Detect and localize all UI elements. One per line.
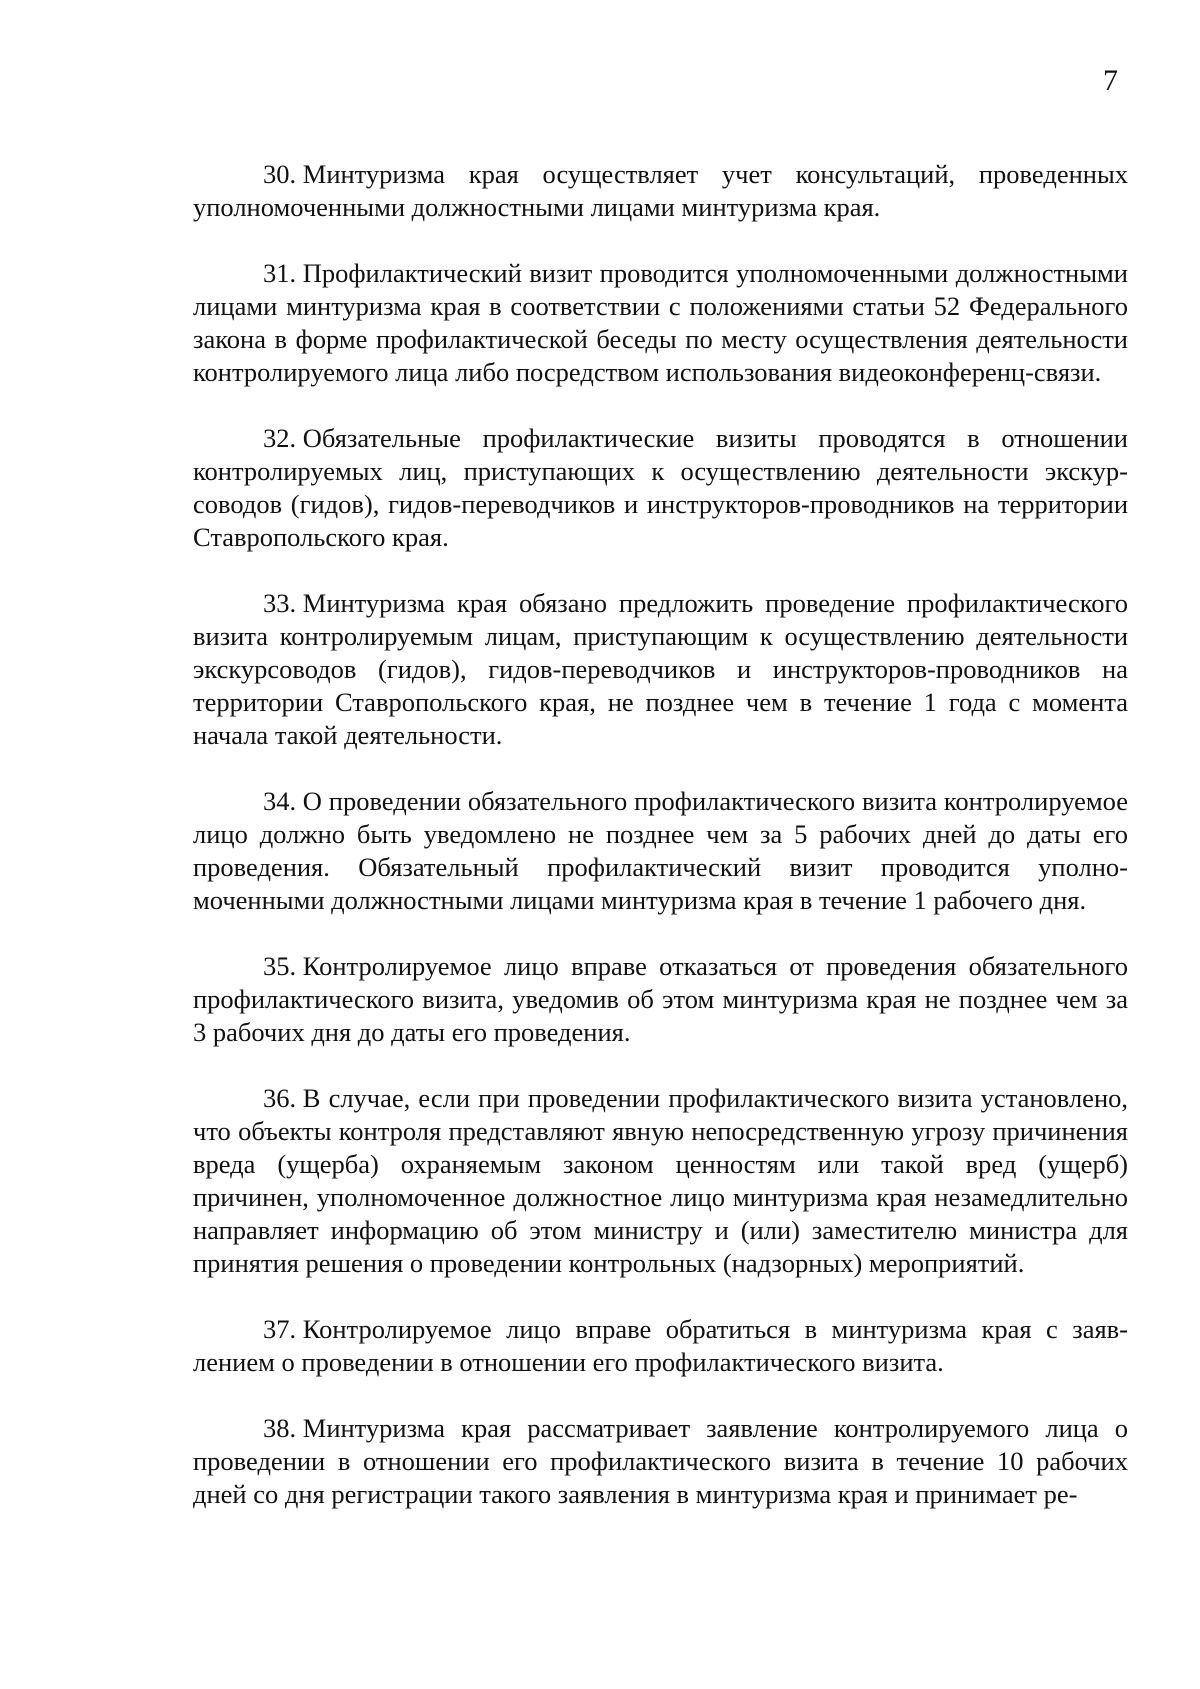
paragraph-number: 36. <box>263 1083 297 1113</box>
paragraph-number: 30. <box>263 159 297 189</box>
paragraph-number: 32. <box>263 423 297 453</box>
paragraph-text: Минтуризма края обязано предложить проведение профилактического визита контролируемым лицам, приступающим к осуществлению деятельности экскурсоводов (гидов), гидов-переводчиков и инструкторов-проводников на территории Ставропольского края, не позднее чем в течение 1 года с момента начала такой деятельности. <box>193 588 1128 750</box>
page-number: 7 <box>1103 64 1118 97</box>
document-body <box>193 158 1128 1544</box>
paragraph-text: Минтуризма края осуществляет учет консультаций, проведенных уполномоченными должностными лицами минтуризма края. <box>193 159 1128 222</box>
paragraph-text: О проведении обязательного профилактического визита контролируемое лицо должно быть уведомлено не позднее чем за 5 рабочих дней до даты его проведения. Обязательный профилактический визит проводится уполномоченными должностными лицами минтуризма края в течение 1 рабочего дня. <box>193 786 1128 915</box>
paragraph-32 <box>193 422 1128 554</box>
paragraph-36 <box>193 1082 1128 1280</box>
paragraph-number: 34. <box>263 786 297 816</box>
paragraph-number: 31. <box>263 258 297 288</box>
paragraph-number: 38. <box>263 1413 297 1443</box>
paragraph-30 <box>193 158 1128 224</box>
paragraph-text: В случае, если при проведении профилактического визита установлено, что объекты контроля представляют явную непосредственную угрозу причинения вреда (ущерба) охраняемым законом ценностям или такой вред (ущерб) причинен, уполномоченное должностное лицо минтуризма края незамедлительно направляет информацию об этом министру и (или) заместителю министра для принятия решения о проведении контрольных (надзорных) мероприятий. <box>193 1083 1128 1278</box>
paragraph-35 <box>193 950 1128 1049</box>
paragraph-text: Контролируемое лицо вправе отказаться от проведения обязательного профилактического визита, уведомив об этом минтуризма края не позднее чем за 3 рабочих дня до даты его проведения. <box>193 951 1128 1047</box>
paragraph-33 <box>193 587 1128 752</box>
paragraph-text: Профилактический визит проводится уполномоченными должностными лицами минтуризма края в соответствии с положениями статьи 52 Федерального закона в форме профилактической беседы по месту осуществления деятельности контролируемого лица либо посредством использования видеоконференц-связи. <box>193 258 1128 387</box>
paragraph-text: Обязательные профилактические визиты проводятся в отношении контролируемых лиц, приступающих к осуществлению деятельности экскурсоводов (гидов), гидов-переводчиков и инструкторов-проводников на территории Ставропольского края. <box>193 423 1128 552</box>
paragraph-number: 35. <box>263 951 297 981</box>
paragraph-37 <box>193 1313 1128 1379</box>
paragraph-text: Минтуризма края рассматривает заявление контролируемого лица о проведении в отношении его профилактического визита в течение 10 рабочих дней со дня регистрации такого заявления в минтуризма края и принимает ре- <box>193 1413 1128 1509</box>
paragraph-text: Контролируемое лицо вправе обратиться в минтуризма края с заявлением о проведении в отношении его профилактического визита. <box>193 1314 1128 1377</box>
paragraph-38 <box>193 1412 1128 1511</box>
paragraph-number: 37. <box>263 1314 297 1344</box>
paragraph-number: 33. <box>263 588 297 618</box>
paragraph-31 <box>193 257 1128 389</box>
paragraph-34 <box>193 785 1128 917</box>
